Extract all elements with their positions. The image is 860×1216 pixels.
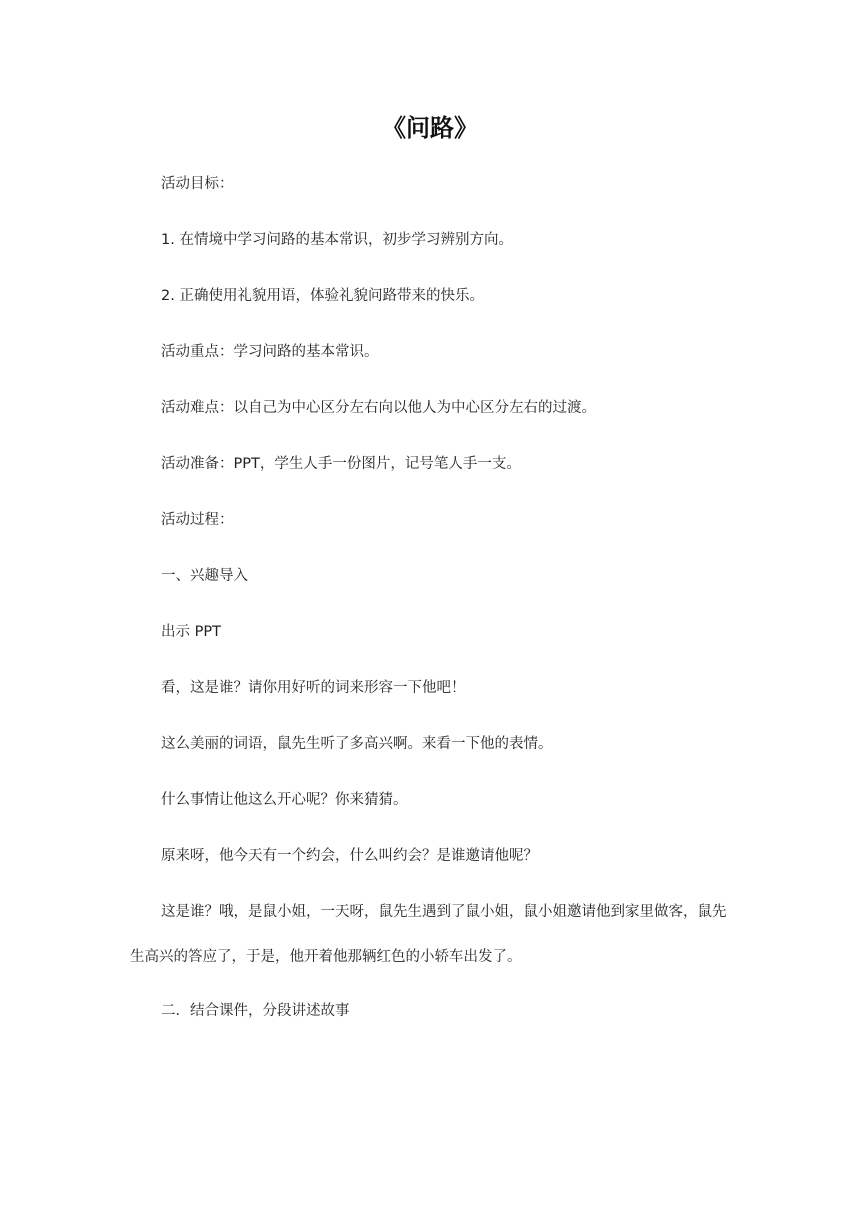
paragraph-activity-goals: 活动目标： [161,176,234,192]
paragraph-key-point: 活动重点：学习问路的基本常识。 [161,344,379,360]
paragraph-goal-2: 2. 正确使用礼貌用语，体验礼貌问路带来的快乐。 [161,288,484,304]
document-body [130,170,732,1053]
paragraph-preparation: 活动准备：PPT，学生人手一份图片，记号笔人手一支。 [161,456,521,472]
paragraph-appointment: 原来呀，他今天有一个约会，什么叫约会？是谁邀请他呢？ [161,848,538,864]
document-title: 《问路》 [382,114,478,142]
paragraph-miss-mouse: 这是谁？哦，是鼠小姐，一天呀，鼠先生遇到了鼠小姐，鼠小姐邀请他到家里做客，鼠先生高兴的答应了，于是，他开着他那辆红色的小轿车出发了。 [130,904,727,965]
paragraph-who-is-this: 看，这是谁？请你用好听的词来形容一下他吧！ [161,680,466,696]
paragraph-difficulty: 活动难点：以自己为中心区分左右向以他人为中心区分左右的过渡。 [161,400,596,416]
paragraph-goal-1: 1. 在情境中学习问路的基本常识，初步学习辨别方向。 [161,232,513,248]
paragraph-section-1: 一、兴趣导入 [161,568,248,584]
paragraph-why-happy: 什么事情让他这么开心呢？你来猜猜。 [161,792,408,808]
paragraph-process: 活动过程： [161,512,234,528]
paragraph-show-ppt: 出示 PPT [161,624,221,640]
paragraph-section-2: 二．结合课件，分段讲述故事 [161,1003,350,1019]
paragraph-beautiful-words: 这么美丽的词语，鼠先生听了多高兴啊。来看一下他的表情。 [161,736,553,752]
